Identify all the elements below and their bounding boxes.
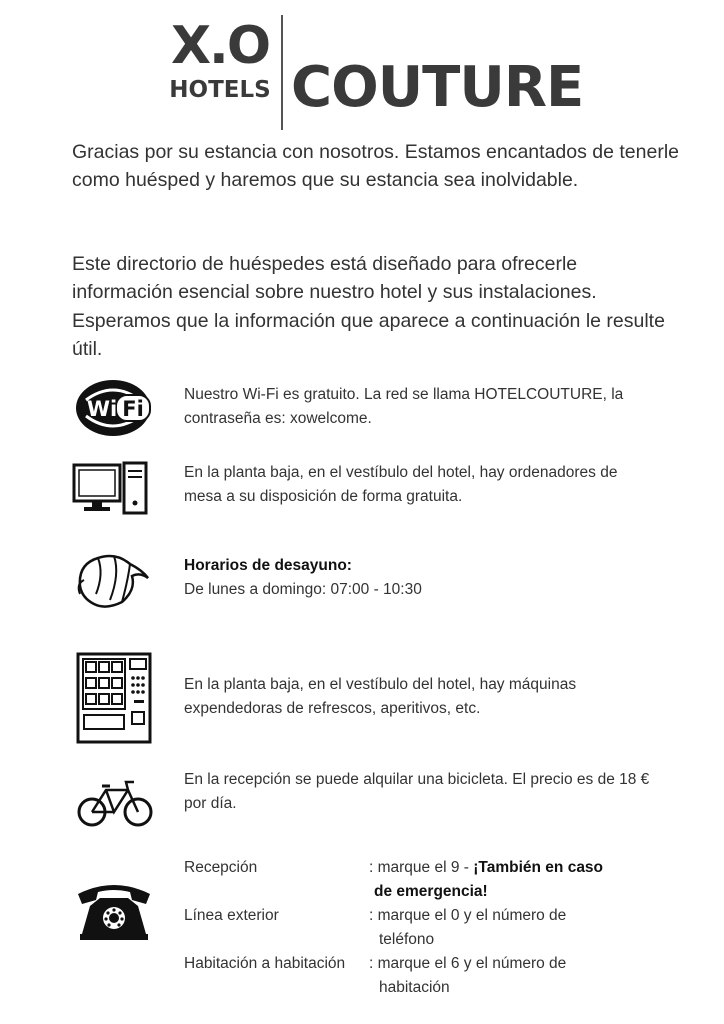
vending-machine-icon — [76, 652, 152, 744]
phone-emergency-note-2: de emergencia! — [374, 883, 488, 900]
croissant-icon — [74, 550, 154, 610]
computer-text: En la planta baja, en el vestíbulo del hotel, hay ordenadores de mesa a su disposición de forma gratuita. — [184, 464, 618, 505]
wifi-text: Nuestro Wi-Fi es gratuito. La red se llama HOTELCOUTURE, la contraseña es: xowelcome. — [184, 386, 624, 427]
logo-divider — [281, 15, 283, 130]
intro-paragraph-directory: Este directorio de huéspedes está diseñado para ofrecerle información esencial sobre nuestro hotel y sus instalaciones. Esperamos que la información que aparece a continuación le resulte útil. — [72, 253, 665, 360]
phone-emergency-note: ¡También en caso — [473, 859, 604, 876]
phone-label-outside: Línea exterior — [184, 907, 279, 924]
phone-value-room: : marque el 6 y el número de — [369, 955, 567, 972]
intro-paragraph-welcome: Gracias por su estancia con nosotros. Estamos encantados de tenerle como huésped y haremos que su estancia sea inolvidable. — [72, 141, 680, 192]
phone-row-reception — [184, 856, 664, 904]
svg-text:Wi: Wi — [86, 397, 118, 421]
phone-value-outside: : marque el 0 y el número de — [369, 907, 567, 924]
phone-label-reception: Recepción — [184, 859, 258, 876]
logo-couture-text: COUTURE — [291, 55, 584, 120]
computer-icon — [72, 461, 150, 515]
breakfast-text-block — [184, 554, 659, 602]
phone-value-outside-2: teléfono — [379, 931, 435, 948]
wifi-icon — [72, 378, 154, 438]
logo-xo-text: X.O — [170, 16, 270, 76]
logo-hotels-text: HOTELS — [169, 77, 271, 103]
telephone-icon — [74, 876, 154, 942]
hotel-logo — [0, 0, 724, 135]
phone-value-room-2: habitación — [379, 979, 450, 996]
logo-xo — [165, 16, 275, 103]
vending-text: En la planta baja, en el vestíbulo del hotel, hay máquinas expendedoras de refrescos, aperitivos, etc. — [184, 676, 577, 717]
phone-row-outside — [184, 904, 664, 952]
phone-value-reception: : marque el 9 - — [369, 859, 474, 876]
phone-label-room: Habitación a habitación — [184, 955, 346, 972]
phone-row-room — [184, 952, 664, 1000]
breakfast-hours: De lunes a domingo: 07:00 - 10:30 — [184, 581, 422, 598]
bicycle-icon — [76, 778, 156, 828]
bicycle-text: En la recepción se puede alquilar una bicicleta. El precio es de 18 € por día. — [184, 771, 650, 812]
phone-directory — [184, 856, 664, 1000]
svg-text:Fi: Fi — [122, 397, 144, 421]
breakfast-title: Horarios de desayuno: — [184, 557, 352, 574]
